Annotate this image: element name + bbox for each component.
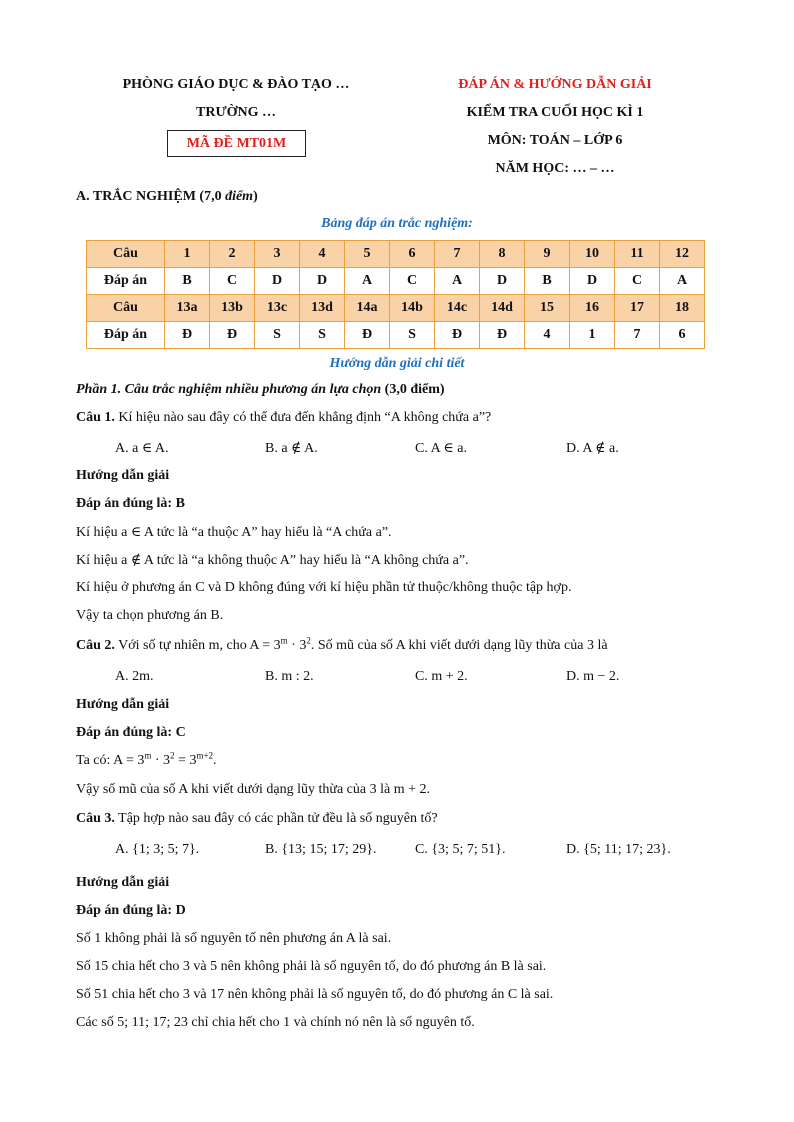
q2-option-c: C. m + 2.	[415, 669, 468, 684]
q2-conclusion: Vậy số mũ của số A khi viết dưới dạng lũy thừa của 3 là m + 2.	[76, 782, 430, 797]
answer-table-cell: 17	[615, 295, 660, 322]
q3-option-b: B. {13; 15; 17; 29}.	[265, 842, 377, 857]
school-year: NĂM HỌC: … – …	[495, 161, 615, 176]
q1-explain-1: Kí hiệu a ∈ A tức là “a thuộc A” hay hiểu là “A chứa a”.	[76, 525, 392, 540]
answer-table-cell: Đ	[480, 322, 525, 349]
q2-calculation: Ta có: $A = 3^m \cdot 3^2 = 3^{m+2}$.	[76, 750, 217, 768]
question-3: Câu 3. Tập hợp nào sau đây có các phần tử đều là số nguyên tố?	[76, 811, 438, 826]
answer-table-cell: 13a	[165, 295, 210, 322]
section-a-title: A. TRẮC NGHIỆM (7,0 điểm)	[76, 189, 258, 204]
answer-table-cell: 18	[660, 295, 705, 322]
q3-guide-title: Hướng dẫn giải	[76, 875, 170, 890]
answer-table-caption: Bảng đáp án trắc nghiệm:	[321, 216, 473, 231]
q3-option-d: D. {5; 11; 17; 23}.	[566, 842, 671, 857]
q1-explain-4: Vậy ta chọn phương án B.	[76, 608, 224, 623]
answer-table-cell: 1	[570, 322, 615, 349]
answer-table-cell: 13c	[255, 295, 300, 322]
answer-table-cell: 15	[525, 295, 570, 322]
answer-key-title: ĐÁP ÁN & HƯỚNG DẪN GIẢI	[458, 77, 652, 92]
q1-option-c: C. A ∈ a.	[415, 441, 467, 456]
school-name: TRƯỜNG …	[196, 105, 276, 120]
answer-table-cell: Đ	[435, 322, 480, 349]
department-name: PHÒNG GIÁO DỤC & ĐÀO TẠO …	[122, 77, 350, 92]
answer-table-cell: C	[615, 268, 660, 295]
answer-table-cell: 3	[255, 241, 300, 268]
answer-table-cell: A	[345, 268, 390, 295]
answer-table-question-row	[87, 295, 705, 322]
q2-option-a: A. 2m.	[115, 669, 154, 684]
answer-table-cell: Đ	[210, 322, 255, 349]
answer-table-cell: 9	[525, 241, 570, 268]
answer-table-row-label: Đáp án	[87, 322, 165, 349]
answer-table-cell: 5	[345, 241, 390, 268]
answer-table-cell: S	[300, 322, 345, 349]
subject-title: MÔN: TOÁN – LỚP 6	[487, 133, 623, 148]
detail-caption: Hướng dẫn giải chi tiết	[329, 356, 465, 371]
part1-title: Phần 1. Câu trắc nghiệm nhiều phương án lựa chọn (3,0 điểm)	[76, 382, 445, 397]
answer-table-cell: 14d	[480, 295, 525, 322]
q1-option-d: D. A ∉ a.	[566, 441, 619, 456]
q1-option-a: A. a ∈ A.	[115, 441, 169, 456]
q3-explain-4: Các số 5; 11; 17; 23 chỉ chia hết cho 1 và chính nó nên là số nguyên tố.	[76, 1015, 475, 1030]
answer-table-cell: 7	[435, 241, 480, 268]
answer-table-cell: 13b	[210, 295, 255, 322]
q2-guide-title: Hướng dẫn giải	[76, 697, 170, 712]
answer-table-cell: S	[255, 322, 300, 349]
answer-table-row-label: Đáp án	[87, 268, 165, 295]
q1-option-b: B. a ∉ A.	[265, 441, 318, 456]
answer-table-cell: 10	[570, 241, 615, 268]
answer-table-cell: 6	[390, 241, 435, 268]
answer-table-cell: 14b	[390, 295, 435, 322]
answer-table-cell: 6	[660, 322, 705, 349]
answer-table-cell: 4	[300, 241, 345, 268]
question-1: Câu 1. Kí hiệu nào sau đây có thể đưa đến khẳng định “A không chứa a”?	[76, 410, 492, 425]
q2-option-b: B. m : 2.	[265, 669, 314, 684]
q3-option-c: C. {3; 5; 7; 51}.	[415, 842, 506, 857]
q3-explain-3: Số 51 chia hết cho 3 và 17 nên không phải là số nguyên tố, do đó phương án C là sai.	[76, 987, 554, 1002]
exam-code-box: MÃ ĐỀ MT01M	[167, 130, 306, 157]
answer-table-cell: 13d	[300, 295, 345, 322]
answer-table-cell: 14c	[435, 295, 480, 322]
q3-correct-answer: Đáp án đúng là: D	[76, 903, 186, 918]
exam-title: KIỂM TRA CUỐI HỌC KÌ 1	[466, 105, 644, 120]
q3-explain-1: Số 1 không phải là số nguyên tố nên phương án A là sai.	[76, 931, 392, 946]
answer-table-cell: Đ	[165, 322, 210, 349]
answer-table-cell: 16	[570, 295, 615, 322]
q3-option-a: A. {1; 3; 5; 7}.	[115, 842, 200, 857]
answer-table-cell: B	[525, 268, 570, 295]
q1-correct-answer: Đáp án đúng là: B	[76, 496, 185, 511]
q2-correct-answer: Đáp án đúng là: C	[76, 725, 186, 740]
answer-table-question-row	[87, 241, 705, 268]
answer-table-cell: A	[435, 268, 480, 295]
answer-table-cell: 4	[525, 322, 570, 349]
answer-table-cell: 11	[615, 241, 660, 268]
q1-explain-3: Kí hiệu ở phương án C và D không đúng với kí hiệu phần tử thuộc/không thuộc tập hợp.	[76, 580, 572, 595]
q1-explain-2: Kí hiệu a ∉ A tức là “a không thuộc A” hay hiểu là “A không chứa a”.	[76, 553, 469, 568]
answer-table-answer-row	[87, 322, 705, 349]
answer-table-row-label: Câu	[87, 295, 165, 322]
answer-table-cell: A	[660, 268, 705, 295]
answer-table-cell: 8	[480, 241, 525, 268]
answer-table-cell: D	[570, 268, 615, 295]
q3-explain-2: Số 15 chia hết cho 3 và 5 nên không phải là số nguyên tố, do đó phương án B là sai.	[76, 959, 547, 974]
q2-option-d: D. m − 2.	[566, 669, 620, 684]
answer-table-cell: C	[390, 268, 435, 295]
answer-table-answer-row	[87, 268, 705, 295]
answer-table-cell: 14a	[345, 295, 390, 322]
answer-table-cell: 12	[660, 241, 705, 268]
answer-table-cell: D	[300, 268, 345, 295]
q1-guide-title: Hướng dẫn giải	[76, 468, 170, 483]
answer-table	[86, 240, 705, 349]
answer-table-cell: B	[165, 268, 210, 295]
answer-table-cell: 1	[165, 241, 210, 268]
question-2: Câu 2. Với số tự nhiên m, cho $A = 3^m \cdot 3^2$. Số mũ của số A khi viết dưới dạng lũy thừa của 3 là	[76, 635, 608, 653]
answer-table-cell: S	[390, 322, 435, 349]
answer-table-cell: Đ	[345, 322, 390, 349]
answer-table-cell: 7	[615, 322, 660, 349]
answer-table-row-label: Câu	[87, 241, 165, 268]
answer-table-cell: C	[210, 268, 255, 295]
answer-table-cell: 2	[210, 241, 255, 268]
answer-table-cell: D	[255, 268, 300, 295]
answer-table-cell: D	[480, 268, 525, 295]
